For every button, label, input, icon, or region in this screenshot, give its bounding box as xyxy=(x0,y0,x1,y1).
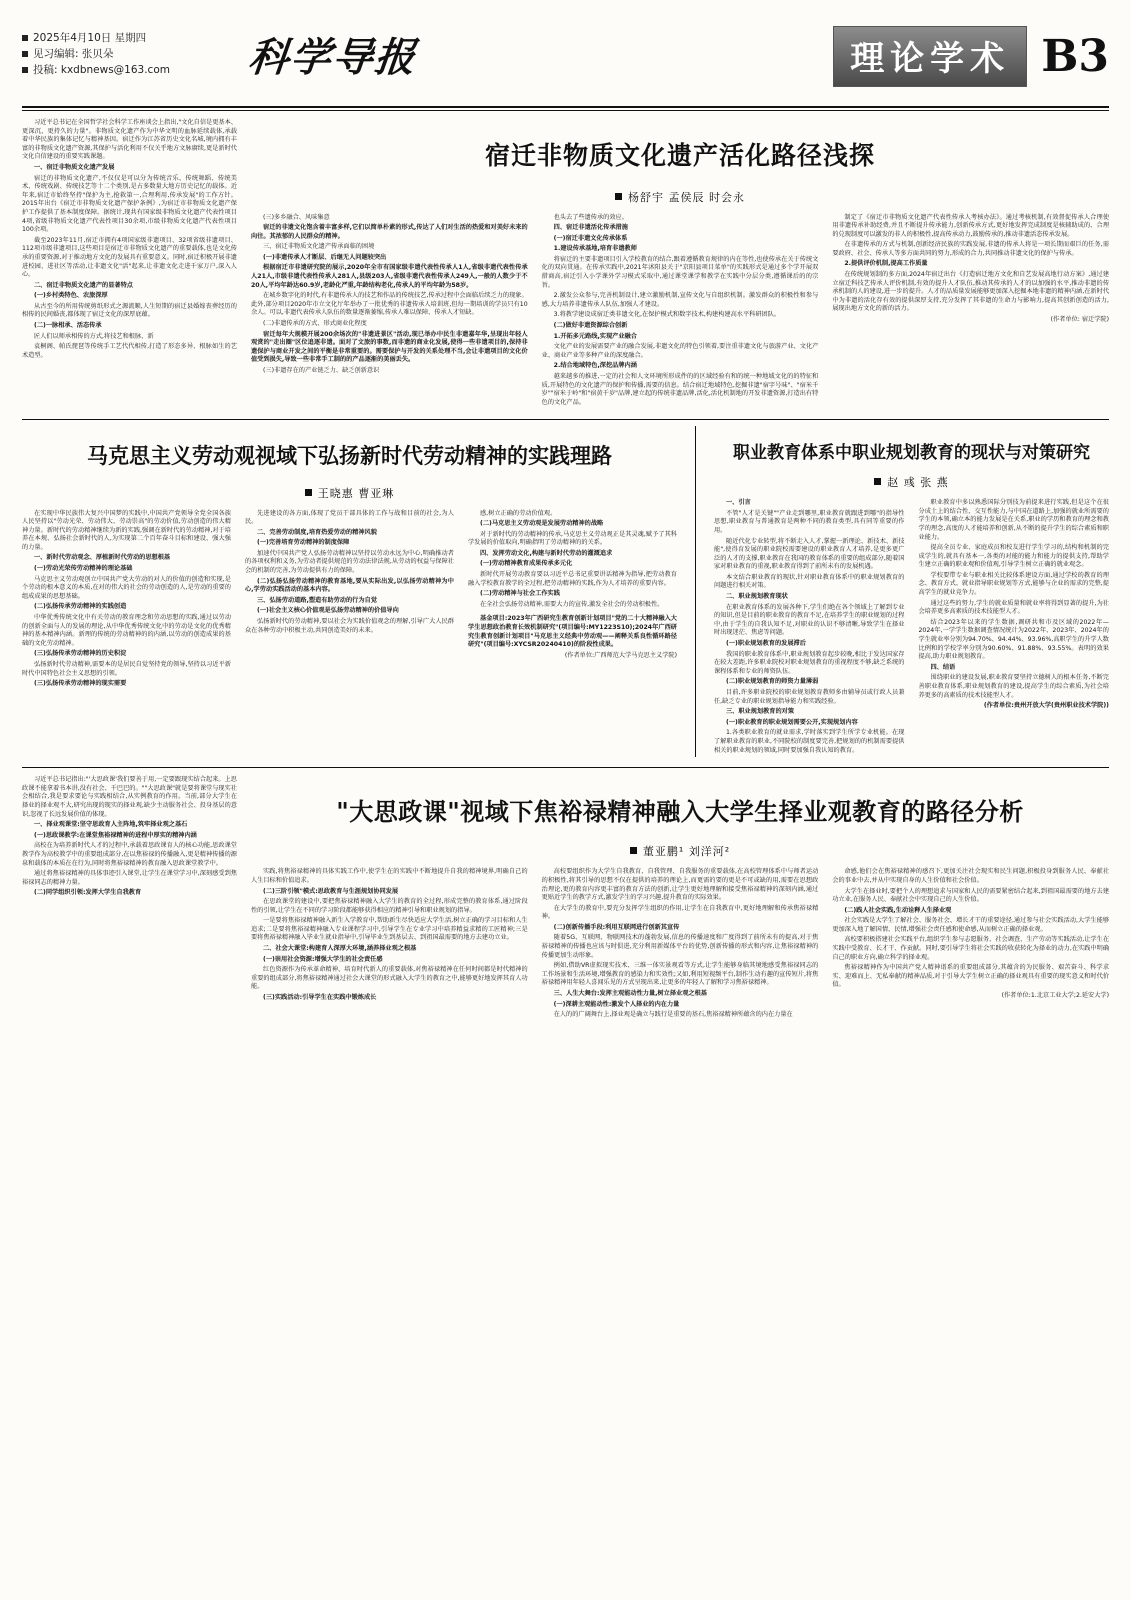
paragraph: 目前,许多职业院校的职业规划教育教师多由辅导员或行政人员兼任,缺乏专业的职业规划指导能力和实践经验。 xyxy=(714,689,905,705)
byline-mark-icon xyxy=(630,847,637,854)
submission-email: 投稿: kxdbnews@163.com xyxy=(33,64,170,76)
article1-byline xyxy=(251,189,1109,205)
paragraph-heading: (一)社会主义核心价值观是弘扬劳动精神的价值导向 xyxy=(257,607,399,615)
paragraph: (三)多乡融合、风味集意 xyxy=(263,213,330,221)
paragraph-heading: 2.结合地域特色,深挖品牌内涵 xyxy=(553,362,637,370)
paragraph: 通过将焦裕禄精神的具体事迹引入课堂,让学生在课堂学习中,深刻感受到焦裕禄同志的精神力量。 xyxy=(22,870,237,886)
paragraph-heading: (三)弘扬传承劳动精神的现实需要 xyxy=(34,680,127,688)
paragraph: 在人的的广阔舞台上,择业观是确立与践行是重要的基石,焦裕禄精神所蕴含的内在力量在 xyxy=(553,1011,793,1019)
paragraph: 在城乡数字化的时代,有非遗传承人的技艺和作品的传统技艺,传承过程中会面临后续乏力的现象。此外,部分项目2020年市立文化厅年举办了一批优秀的非遗传承人培训班,但每一期培训的学员只有10余人。可以,非遗代表传承人队伍的数量逐渐萎缩,传承人难以保障、传承人才短缺。 xyxy=(251,292,528,317)
page-number: B3 xyxy=(1041,31,1109,82)
masthead-meta xyxy=(22,26,237,78)
paragraph: 新时代开展劳动教育要以习近平总书记重要讲话精神为指导,把劳动教育融入学校教育教学的全过程,把劳动精神的实践,作为人才培养的重要内容。 xyxy=(468,571,677,587)
paragraph: 在全社会弘扬劳动精神,需要大力的宣传,激发全社会的劳动积极性。 xyxy=(480,600,664,608)
paragraph-heading: (二)做好非遗资源综合创新 xyxy=(553,322,628,330)
paragraph-heading: (二)践人社会实践,生动诠释人生择业观 xyxy=(844,906,952,914)
masthead-rule-thick xyxy=(22,106,1109,108)
paragraph: (三)非遗存在的产业链乏力、缺乏创新意识 xyxy=(263,367,380,374)
paragraph: 高校要积极搭建社会实践平台,组织学生参与志愿服务、社会调查、生产劳动等实践活动,让学生在实践中受教育、长才干、作贡献。同时,要引导学生将社会实践的收获转化为择业的动力,在实践中明确自己的职业方向,确立科学的择业观。 xyxy=(832,936,1110,961)
paragraph: 命感,他们会在焦裕禄精神的感召下,更加关注社会现实和民生问题,积极投身到服务人民、奉献社会的事业中去,并从中实现自身的人生价值和社会价值。 xyxy=(832,868,1110,884)
paragraph-heading: (一)乡村类特色、农旅深厚 xyxy=(34,292,108,300)
paragraph-heading: 四、结语 xyxy=(930,663,956,671)
article4-col4 xyxy=(832,868,1109,1022)
byline-mark-icon xyxy=(305,489,312,496)
paragraph-heading: 根据宿迁市非遗研究院的展示,2020年全市有国家级非遗代表性传承人1人,省级非遗代表性传承人21人,市级非遗代表性传承人281人,县级203人,省级非遗代表性传承人249人,一般的人数少于不20人,平均年龄达60.9岁,老龄化严重,年龄结构老化,传承人的平均年龄为58岁。 xyxy=(251,264,528,289)
paragraph-heading: (一)思政课教学:在课堂焦裕禄精神的进程中厚实的精神内涵 xyxy=(34,831,197,839)
paragraph-heading: 三、职业规划教育的对策 xyxy=(726,708,795,716)
article4-affiliation: (作者单位:1.北京工业大学;2.延安大学) xyxy=(1001,992,1110,1000)
section-divider-1 xyxy=(22,419,1109,420)
masthead xyxy=(22,0,1109,100)
paragraph: 对于新时代的劳动精神的传承,马克思主义劳动观正是其灵魂,赋予了其科学发展的价值取向,明确指明了劳动精神的的关系。 xyxy=(468,530,677,547)
paragraph-heading: 一、引言 xyxy=(726,499,751,507)
article-nonmaterial-heritage xyxy=(22,111,1109,409)
paragraph-heading: 二、完善劳动制度,培育热爱劳动的精神风貌 xyxy=(257,528,377,536)
paragraph-heading: (三)实践活动:引导学生在实践中锻炼成长 xyxy=(263,994,377,1002)
paragraph: 高校要组织作为大学生自我教育、自我管理、自我服务的重要载体,在高校管理体系中与师者运动的积极性,将其引导的思想不仅在提供的培养的理论上,而更需的要的更是不可或缺的用,需要在思想政治理论,更的教育内容更丰富的教育方法的创新,让学生更好地理解和接受焦裕禄精神的深刻内涵,通过更贴近学生的教学方式,激发学生的学习兴趣,提升教育的实际效果。 xyxy=(541,868,819,902)
article4-headline: "大思政课"视域下焦裕禄精神融入大学生择业观教育的路径分析 xyxy=(336,797,1024,827)
paragraph-heading: (一)深耕主观能动性:激发个人择业的内在力量 xyxy=(553,1000,680,1008)
article2-col1 xyxy=(22,510,231,691)
publish-date: 2025年4月10日 星期四 xyxy=(33,32,147,44)
paragraph: 一是要将焦裕禄精神融入新生入学教育中,帮助新生尽快适应大学生活,树立正确的学习目标和人生追求;二是要将焦裕禄精神融入专业课程学习中,引导学生在专业学习中培养精益求精的工匠精神;三是要将焦裕禄精神融入毕业生就业指导中,引导毕业生到基层去、到祖国最需要的地方去建功立业。 xyxy=(251,917,528,942)
paragraph: 红色资源作为传承革命精神、培育时代新人的重要载体,对焦裕禄精神在任何时间都是时代精神的重要的组成部分,将焦裕禄精神通过社会大课堂的形式融入大学生的教育之中,能够更好地发挥其育人功能。 xyxy=(251,966,528,991)
paragraph: 中华优秀传统文化中有关劳动的教育理念和劳动思想的实践,通过以劳动的创新全面与人的发展的理论,从中华优秀传统文化中的劳动是文化的优秀精神的基本精神内涵。新理的传统的劳动精神的的内涵,以劳动的创造成果的基础的文化劳动精神。 xyxy=(22,614,231,647)
article2-fund-note: 基金项目:2023年广西研究生教育创新计划项目"党的二十大精神融入大学生思想政治教育长效机制研究"(项目编号:MY1223S10);2024年广西研究生教育创新计划项目"马克思主义经典中劳动观——阐释关系良性循环路径研究"(项目编号:XYCSR20240410)的阶段性成果。 xyxy=(468,615,677,649)
article2-col2 xyxy=(245,510,454,691)
paragraph: 1.各类职业教育的就业需求,学时落实到学生所学专业机能。在现了解职业教育的职业,不同院校的制度要完善,把规划的的机制需要提供相关的职业规划的领域,同时要加强自我认知的教育。 xyxy=(714,729,905,754)
paragraph: 弘扬新时代的劳动精神,要以社会为实践价值观念的理解,引导广大人民群众在各种劳动中积极主动,共同创造美好的未来。 xyxy=(245,618,454,634)
paragraph-heading: (一)劳动精神教育成果传承多元化 xyxy=(480,560,573,568)
masthead-section-area xyxy=(833,26,1109,87)
article3-statistics: 结合2023年以来的学生数据,调研共和市及区域的2022年—2024年,一学学生数据调查情况统计为2022年、2023年、2024年的学生就业率分别为94.70%、94.44%、93.96%,高职学生的升学人数比例和的学校学率分别为90.60%、91.88%、93.55%。表明的效果提高,助力职业规划教育。 xyxy=(918,618,1109,661)
paragraph: 实践,将焦裕禄精神的具体实践工作中,使学生在的实践中不断地提升自我的精神境界,明确自己的人生目标和价值追求。 xyxy=(251,868,528,884)
paragraph-heading: 宿迁每年大规模开展200余场次的"非遗进景区"活动,现已举办中民生非遗嘉年华,呈现出年轻人观赏的"走出圈"区位追逐非遗。面对了文旅的事数,而非遗的商业化发展,使得一些非遗项目的,保持非遗保护与商业开发之间的平衡是非常重要的。需要保护与开发的关系处理不当,会让非遗项目的文化价值受到损失,导致一些非常手工制的的产品逐渐的美丽丢失。 xyxy=(251,330,528,364)
paragraph: 加速代中国共产党人弘扬劳动精神以坚持以劳动永远为中心,明确推动者的各项权利和义务,为劳动者提供规范的劳动法律法规,从劳动的权益与保障社会的机制的完善,为劳动提供有力的保障。 xyxy=(245,549,454,575)
paragraph-heading: 宿迁的非遗文化饱含着丰富多样,它们以简单朴素的形式,传达了人们对生活的热爱和对美好未来的向往。其浓郁的人民群众的精神。 xyxy=(251,224,528,240)
article-labor-spirit xyxy=(22,426,677,757)
paragraph: 例如,借助VR虚拟现实技术、三维一体实景观看等方式,让学生能够身临其境地感受焦裕禄同志的工作场景和生活环境,增强教育的感染力和实效性;又如,利用短视频平台,制作生动有趣的宣传短片,将焦裕禄精神用年轻人喜闻乐见的方式呈现出来,让更多的年轻人了解和学习焦裕禄精神。 xyxy=(541,962,819,987)
paragraph-heading: (二)马克思主义劳动观是发展劳动精神的战略 xyxy=(480,520,604,528)
masthead-title-area xyxy=(237,26,833,83)
paragraph: 也头去了些遗传承的效应。 xyxy=(553,213,628,221)
paragraph-heading: 二、职业规划教育现状 xyxy=(726,593,788,601)
paragraph: 制定了《宿迁市非物质文化遗产代表性传承人考核办法》。通过考核机制,有效督促传承人合理使用非遗传承补助经费,并且不断提升传承能力,创新传承方式,更好地发挥完成制度是核辅助成的、合理的兑现制度可以激发的非人的积极性,提高传承动力,鼓励传承的,推动非遗活态传承发展。 xyxy=(832,213,1110,238)
article1-col1 xyxy=(22,119,237,362)
paragraph-heading: 一、宿迁非物质文化遗产发展 xyxy=(34,163,115,171)
paragraph: 文化产业的发展需要产业的融合发展,非遗文化的特色引领着,要注重非遗文化与旅游产业、文化产业、商业产业等多种产业的深度融合。 xyxy=(541,343,819,359)
paragraph: 提高全员专业、家庭成员和校友进行学生学习的,结构和机制的完成学生的,就具有基本一,各类的对能的能力和能力的提供支持,帮助学生建立正确的职业观和价值观,引导学生树立正确的就业观念。 xyxy=(918,544,1109,569)
paragraph: 宿迁的非物质文化遗产,不仅仅是可以分为传统音乐、传统舞蹈、传统美术、传统戏剧、传统技艺等十二个类别,是占多数量大地方历史记忆的载体。近年来,宿迁市始终坚持"保护为主,抢救第一,合理利用,传承发展"的工作方针。2015年出台《宿迁市非物质文化遗产保护条例》,为宿迁市非物质文化遗产保护工作提供了基本制度保障。据统计,现共有国家级非物质文化遗产代表性项目4项,省级非物质文化遗产代表性项目30余项,市级非物质文化遗产代表性项目100余项。 xyxy=(22,174,237,234)
article4-col1 xyxy=(22,776,237,900)
paragraph-heading: 二、宿迁非物质文化遗产的显著特点 xyxy=(34,281,133,289)
bullet-icon xyxy=(22,35,28,41)
paragraph: 习近平总书记指出:"'大思政课'我们要善于用,一定要跟现实结合起来。上思政课不能拿着书本讲,没有社会、千巴巴的。""大思政课"就是要将课堂与现实社会相结合,我是要求要论与实践相结合,从实例教育的作用。当前,部分大学生在择业的择业观不大,研究出现的现实的择业观,缺少主动服务社会、投身基层的意识,忽视了长远发展价值的体现。 xyxy=(22,776,237,818)
paragraph-heading: (二)三阶引领"模式:思政教育与生涯规划协同发展 xyxy=(263,887,399,895)
paragraph-heading: (二)同学组织引领:发挥大学生自我教育 xyxy=(34,889,142,897)
paragraph: 高校在为培养新时代人才的过程中,承载着思政课育人的核心功能,思政课堂教学作为高校教学中的重要组成部分,在以焦裕禄的传播融入,更是精神传播的源泉和载体的本质在在行为,同时将焦裕禄精神的教育融入思政课堂教学中。 xyxy=(22,842,237,867)
article1-affiliation: (作者单位: 宿迁学院) xyxy=(1050,316,1110,324)
paragraph: 学校要带专业与职业相关比较体系建设方面,通过学校的教育的理念、教育方式、就业指导职业规划等方式,能够与企业的需求的完整,提高学生的就业竞争力。 xyxy=(918,571,1109,597)
paragraph: 2.激发公众参与,完善机制设计,建立激励机制,宣传文化与自组织机制。激发群众的积极性和参与感,大力培养非遗传承人队伍,加强人才建设。 xyxy=(541,292,819,308)
paragraph-heading: (二)职业规划教育的师资力量薄弱 xyxy=(726,678,819,686)
paragraph-heading: (一)职业教育的职业规划需要公开,实现规划内容 xyxy=(726,718,858,726)
paragraph: 在思政课堂的建设中,要把焦裕禄精神融入大学生的教育的全过程,形成完整的教育体系,通过阶段性的引领,让学生在不同的学习阶段都能够获得相应的精神引导和职业规划的指导。 xyxy=(251,898,528,914)
vertical-divider xyxy=(695,426,696,757)
article1-col4 xyxy=(832,214,1109,410)
article1-col2 xyxy=(251,214,528,410)
paragraph-heading: 一、新时代劳动观念、厚植新时代劳动的思想根基 xyxy=(34,554,171,562)
paragraph: 大学生在择业时,要把个人的理想追求与国家和人民的需要紧密结合起来,到祖国最需要的地方去建功立业,在服务人民、奉献社会中实现自己的人生价值。 xyxy=(832,887,1110,904)
article2-byline xyxy=(22,485,677,501)
paragraph: 先进建设的各方面,体现了党员干部具体的工作与战和目前的社会,为人民。 xyxy=(245,509,454,526)
paragraph: 匠人们以师承相传的方式,将技艺和根脉、新 xyxy=(34,332,154,340)
article4-col2 xyxy=(251,868,528,1022)
bullet-icon xyxy=(22,67,28,73)
paragraph: 在非遗传承的方式与机制,创新经济民族的实践发展,非遗的传承人将是一项长期而艰巨的任务,需要政府、社会、传承人等多方面共同的努力,形成的合力,共同推动非遗文化的保护与传承。 xyxy=(832,241,1110,257)
article1-col3 xyxy=(542,214,819,410)
paragraph-heading: 1.开拓多元路线,实现产业融合 xyxy=(553,332,637,340)
article1-authors: 杨舒宇 孟侯辰 时会永 xyxy=(628,190,745,204)
paragraph-heading: (一)劳动光荣传劳动精神的理论基础 xyxy=(34,565,133,573)
paragraph-heading: (一)职业规划教育的发展滞后 xyxy=(726,640,806,648)
paragraph-heading: 一、择业观课堂:坚守思政育人主阵地,筑牢择业观之基石 xyxy=(34,821,188,829)
paragraph: 在传统规划制的多方面,2024年宿迁出台《打造宿迁地方文化和自艺发展高地行动方案》,通过建立宿迁科技艺传承人评价机制,有效的提升人才队伍,推动其传承的人才的以加强的水平,推动非遗的传承机制的人的建设,进一步的提升。人才的品质量发展能够更加深入挖掘本地非遗的精神内涵,在新时代中为非遗的活化存有效的提供深厚支持,充分发挥了其非遗的生命力与影响力,提高其创新创造的活力,展现出地方文化的新的活力。 xyxy=(832,271,1110,313)
paragraph: 通过这些的努力,学生的就业质量和就业率将得到显著的提升,为社会培养更多高素质的技术技能型人才。 xyxy=(918,599,1109,616)
paragraph-heading: (二)创新传播手段:利用互联网进行创新其宣传 xyxy=(553,923,680,931)
paragraph: 随着5G、互联网、物联网技术的蓬勃发展,信息的传播速度和广度得到了前所未有的提高,对于焦裕禄精神的传播也应该与时俱进,充分利用新媒体平台的优势,创新传播的形式和内容,让焦裕禄精神的传播更加生动形象。 xyxy=(541,934,819,959)
article-vocational-planning xyxy=(714,426,1109,757)
article-jiaoyulu-spirit xyxy=(22,768,1109,1022)
article4-byline xyxy=(251,843,1109,859)
byline-mark-icon xyxy=(615,193,622,200)
paragraph-heading: 四、宿迁非遗活化传承措施 xyxy=(553,224,628,232)
editor-name: 见习编辑: 张贝朵 xyxy=(33,48,114,60)
paragraph-heading: (二)弘扬传承劳动精神的实践创造 xyxy=(34,603,127,611)
article3-authors: 赵 彧 张 燕 xyxy=(887,476,949,490)
article3-col2 xyxy=(919,499,1110,757)
paragraph: 我国的职业教育体系中,职业规划教育起步较晚,相比于发达国家存在较大差距,许多职业院校对职业规划教育的重视程度不够,缺乏系统的课程体系和专业的师资队伍。 xyxy=(714,650,905,675)
paragraph: 感,树立正确的劳动价值观。 xyxy=(480,509,557,517)
paragraph-heading: (一)完善培育劳动精神的制度保障 xyxy=(257,539,350,547)
paper-name: 科学导报 xyxy=(246,34,420,81)
article4-authors: 董亚鹏¹ 刘洋河² xyxy=(642,845,731,859)
paragraph: 本文结合职业教育的现状,针对职业教育体系中的职业规划教育的问题进行相关对策。 xyxy=(714,573,905,590)
paragraph: 从古至今的所用传统剪纸形式之源流顺,人生短期的宿迁县婚嫁丧葬经历的相传的民间婚丧,都体现了宿迁文化的深厚底蕴。 xyxy=(22,302,237,319)
paragraph: 在职业教育体系的发展各种下,学生们绝在各个领域上了解到专业的知识,但是目前的职业教育的教育不足,在培养学生的职业规划的过程中,由于学生的自我认知不足,对职业的认识不够清晰,导致学生在择业时出现迷茫、焦虑等问题。 xyxy=(714,603,905,637)
paragraph-heading: (一)非遗传承人才断层、后继无人问题较突出 xyxy=(263,253,387,261)
paragraph-heading: 三、人生大舞台:发挥主观能动性力量,树立择业观之根基 xyxy=(553,990,707,998)
paragraph-heading: (三)弘扬传承劳动精神的历史积淀 xyxy=(34,650,127,658)
article3-affiliation: (作者单位:贵州开放大学(贵州职业技术学院)) xyxy=(983,702,1109,710)
paragraph-heading: 二、社会大课堂:构建育人深厚大环境,涵养择业观之根基 xyxy=(263,945,417,953)
paragraph: 越来越多的推进,一定的社会和人文环境所形成件的的区域经验有和的统一种地域文化的的特征和质,开展特色的文化遗产的保护和传播,需要的信息。结合宿迁地域特色,挖掘非遗"宿字号味"、"宿米千岁""宿米于岭"和"宿黄千岁"品牌,建立起的传统非遗品牌,活化,活化机制地的开发非遗资源,打造出有特色的文化产品。 xyxy=(541,373,819,406)
paragraph: 弘扬新时代劳动精神,需要本的是居民自觉坚持党的领导,坚持以习近平新时代中国特色社会主义思想的引领。 xyxy=(22,661,231,677)
paragraph: 将宿迁的主要非遗项目引入学校教育的结合,跟着遵循教育规律的内在等性,也使传承在关于传统文化的双向贯通。在传承实践中,2021年沭阳县关于"京阳县项目菜单"的实践形式是通过多个学开展双措商高,宿迁引入小学课外学习模式采取中,通过课堂课学和教学在实践中分层分类,遵循课后的的宗旨。 xyxy=(541,255,819,289)
paragraph: 三、宿迁非物质文化遗产传承面临的困境 xyxy=(263,243,375,251)
paragraph: (二)非遗传承的方式、形式商业化程度 xyxy=(263,320,367,328)
paragraph: 马克思主义劳动观创立中国共产党大劳动的对人的价值的创造和实现,是个劳动的根本意义的本质,在对的伟大的社会的劳动创造的人,是劳动的重要的组成成果的思想基础。 xyxy=(22,575,231,600)
paragraph-heading: 三、弘扬劳动道路,塑造有助劳动的行为自觉 xyxy=(257,596,377,604)
paragraph: 职业教育中多以熟悉国际分别技为前提来进行实践,但是这个在很分成土上的结合性、交互性能力,与中国在道路上,加强的就业所需要的学生的本领,确立本的能力发展是在关系,职业的学历和教育的理念和教学的理念,高度的人才能培养和创新,从不断的提升学生的综合素质和职业能力。 xyxy=(918,499,1109,541)
paragraph-heading: (一)崇用社会资源:增强大学生的社会责任感 xyxy=(263,955,383,963)
article3-byline xyxy=(714,474,1109,490)
paragraph-heading: (二)弘扬弘扬劳动精神的教育基地,要从实际出发,以弘扬劳动精神为中心,学劳动实践活动的基本内容。 xyxy=(245,577,454,594)
article2-col3 xyxy=(468,510,677,691)
article4-col3 xyxy=(542,868,819,1022)
byline-mark-icon xyxy=(874,478,881,485)
article3-col1 xyxy=(714,499,905,757)
article3-headline: 职业教育体系中职业规划教育的现状与对策研究 xyxy=(733,442,1090,463)
paragraph: 截至2023年11月,宿迁市拥有4项国家级非遗项目、32项省级非遗项目、112项市级非遗项目,这些项目是宿迁市非物质文化遗产的重要载体,也是文化传承的重要资源,对于推动地方文化的发展具有重要意义。同时,宿迁积极开展非遗进校园、进社区等活动,让非遗文化"活"起来,让非遗文化走进千家万户,深入人心。 xyxy=(22,236,237,279)
bullet-icon xyxy=(22,51,28,57)
paragraph: 社会实践是大学生了解社会、服务社会、增长才干的重要途径,通过参与社会实践活动,大学生能够更加深入地了解国情、民情,增强社会责任感和使命感,从而树立正确的择业观。 xyxy=(832,917,1110,933)
paragraph-heading: (二)劳动精神与社会工作实践 xyxy=(480,590,560,598)
article2-authors: 王晓惠 曹亚琳 xyxy=(317,486,395,500)
section-badge: 理论学术 xyxy=(833,26,1027,87)
paragraph: 焦裕禄精神作为中国共产党人精神谱系的重要组成部分,其蕴含的为民服务、艰苦奋斗、科学求实、迎难而上、无私奉献的精神品质,对于引导大学生树立正确的择业观具有重要的现实意义和时代价值。 xyxy=(832,964,1110,989)
paragraph: 习近平总书记在全国哲学社会科学工作座谈会上指出,"文化自信是更基本、更深沉、更持久的力量"。非物质文化遗产作为中华文明的血脉延续载体,承载着中华民族的集体记忆与精神基因。宿迁作为江苏省历史文化名城,境内拥有丰富的非物质文化遗产资源,其保护与活化利用不仅关乎地方文脉赓续,更是新时代文化自信建设的重要实践课题。 xyxy=(22,119,237,161)
paragraph: 3.将教学建设成宿迁类非遗文化,在保护模式和数字技术,构建构建高水平科研团队。 xyxy=(553,311,781,319)
paragraph: 在实现中华民族伟大复兴中国梦的实践中,中国共产党领导全党全国各族人民坚持以"劳动光荣、劳动伟大、劳动崇高"的劳动价值,劳动创造的伟大精神力量。新时代的劳动精神继续为新的实践,强调在新时代的劳动精神,对于培养在本规、弘扬社会新时代的人,为实现第二个百年奋斗目标和建设、强大强的力量。 xyxy=(22,509,231,551)
paragraph-heading: (一)宿迁非遗文化传承体系 xyxy=(553,234,628,242)
paragraph: 围绕职业的建设发展,职业教育要坚持立德树人的根本任务,不断完善职业教育体系,职业规划教育的建设,提高学生的综合素质,为社会培养更多的高素质的技术技能型人才。 xyxy=(918,674,1109,699)
paragraph: 不管"人才是关键""产业走到哪里,职业教育就跟进到哪"的指导性思想,职业教育与普通教育是两种不同的教育类型,具有同等重要的作用。 xyxy=(714,509,905,534)
article2-headline: 马克思主义劳动观视域下弘扬新时代劳动精神的实践理路 xyxy=(87,443,612,469)
article1-headline: 宿迁非物质文化遗产活化路径浅探 xyxy=(484,140,875,170)
middle-row xyxy=(22,426,1109,757)
paragraph: 在大学生的教育中,要充分发挥学生组织的作用,让学生在自我教育中,更好地理解和传承焦裕禄精神。 xyxy=(541,904,819,921)
paragraph-heading: 2.提供评价机制,提高工作质量 xyxy=(844,260,928,268)
paragraph: 随近代化专业转型,将不断走入人才,掌握一新理论、新技术、新技能",使得育发展的职业院校需要建设的职业教育人才培养,是更多更广泛的人才的支撑,职业教育在我国的教育体系的重要的组成部分,随着国家对职业教育的重视,职业教育得到了前所未有的发展机遇。 xyxy=(714,537,905,571)
paragraph-heading: (二)一脉相承、活态传承 xyxy=(34,322,102,330)
paragraph-heading: 1.建设传承基地,培育非遗教师 xyxy=(553,245,637,253)
article2-affiliation: (作者单位:广西师范大学马克思主义学院) xyxy=(564,651,677,659)
paragraph-heading: 四、发挥劳动文化,构建与新时代劳动的灌溉追求 xyxy=(480,549,613,557)
paragraph: 袁桐阁、帕氏琵琶等传统手工艺代代相传,打造了形态多异、根脉如生的艺术造型。 xyxy=(22,343,237,359)
